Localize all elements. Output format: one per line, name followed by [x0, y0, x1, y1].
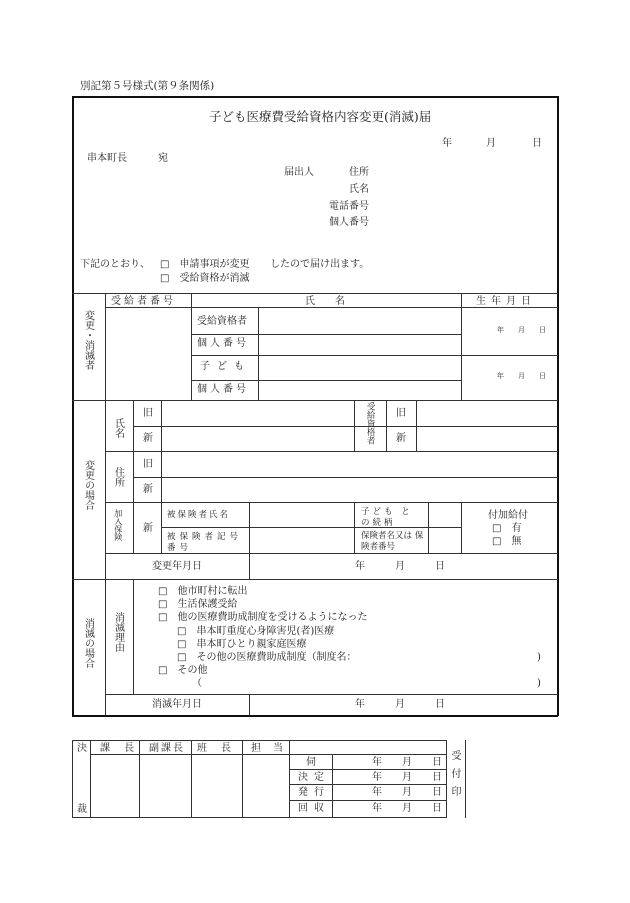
holder-dob: 年 月 日: [497, 326, 546, 334]
child-relationship-label: 子ども との続柄: [361, 507, 413, 528]
row-child-id-number: 個人番号: [197, 384, 249, 395]
statement-option-change[interactable]: □ 申請事項が変更: [160, 259, 250, 270]
decision-label-top: 決: [77, 743, 87, 754]
reason-single-parent-medical[interactable]: □ 串本町ひとり親家庭医療: [177, 639, 307, 650]
reason-other-system[interactable]: □ その他の医療費助成制度（制度名：: [177, 652, 357, 663]
lapse-reason-label: 消滅理由: [112, 612, 124, 652]
statement-suffix: したので届け出ます。: [270, 259, 370, 270]
reason-other-close: ): [537, 678, 541, 689]
received-stamp-label: 受付印: [449, 750, 460, 804]
col-date-of-birth: 生年月日: [476, 296, 536, 307]
applicant-name-label: 氏名: [349, 184, 369, 195]
insurance-new-label: 新: [143, 523, 153, 534]
reason-welfare[interactable]: □ 生活保護受給: [158, 599, 238, 610]
step-decision: 決定: [298, 772, 330, 783]
row-child: 子ども: [200, 361, 251, 372]
insured-symbol-number-label: 被保険者記号番号: [167, 532, 243, 554]
step-collect: 回収: [298, 803, 330, 814]
statement-prefix: 下記のとおり、: [80, 259, 150, 270]
additional-benefit-label: 付加給付: [488, 510, 528, 521]
addressee-honorific: 宛: [158, 153, 168, 164]
role-section-chief: 課長: [100, 743, 148, 754]
change-date-label: 変更年月日: [152, 561, 202, 572]
address-label: 住所: [112, 467, 124, 487]
name-label: 氏名: [112, 418, 124, 438]
role-deputy-chief: 副課長: [149, 743, 185, 754]
row-holder-id-number: 個人番号: [197, 338, 249, 349]
benefit-no-checkbox[interactable]: □ 無: [492, 536, 522, 547]
section-changed-person-label: 変更・消滅者: [82, 310, 94, 370]
reason-other-system-close: ): [537, 652, 541, 663]
date-year: 年: [442, 138, 452, 149]
benefit-yes-checkbox[interactable]: □ 有: [492, 523, 522, 534]
insured-person-name-label: 被保険者氏名: [167, 510, 231, 520]
holder-label: 受給資格者: [365, 402, 376, 445]
insurance-label: 加入保険: [113, 509, 123, 541]
reason-moved-out[interactable]: □ 他市町村に転出: [158, 586, 248, 597]
ymd-decision: 年 月 日: [372, 772, 442, 783]
form-title: 子ども医療費受給資格内容変更(消滅)届: [209, 109, 432, 124]
holder-old-label: 旧: [396, 408, 406, 419]
applicant-phone-label: 電話番号: [329, 201, 369, 212]
step-inquiry: 伺: [306, 757, 316, 768]
date-month: 月: [486, 138, 496, 149]
ymd-collect: 年 月 日: [372, 803, 442, 814]
reason-other[interactable]: □ その他: [158, 665, 208, 676]
name-new-label: 新: [143, 433, 153, 444]
lapse-date-ymd: 年 月 日: [355, 699, 445, 710]
name-old-label: 旧: [143, 408, 153, 419]
holder-new-label: 新: [396, 433, 406, 444]
date-day: 日: [532, 138, 542, 149]
decision-label-bottom: 裁: [77, 804, 87, 815]
section-change-label: 変更の場合: [82, 460, 94, 510]
section-lapse-label: 消滅の場合: [82, 618, 94, 668]
addressee-town: 串本町長: [87, 153, 127, 164]
col-recipient-number: 受給者番号: [111, 296, 176, 307]
step-issue: 発行: [298, 787, 330, 798]
address-new-label: 新: [143, 484, 153, 495]
role-staff: 担当: [251, 743, 295, 754]
change-date-ymd: 年 月 日: [355, 561, 445, 572]
applicant-label: 届出人: [284, 167, 314, 178]
insurer-name-number-label: 保険者名又は 保険者番号: [361, 531, 424, 552]
ymd-issue: 年 月 日: [372, 787, 442, 798]
reason-disability-medical[interactable]: □ 串本町重度心身障害児(者)医療: [177, 626, 335, 637]
col-name: 氏 名: [305, 296, 345, 307]
reason-other-open: （: [192, 678, 202, 689]
address-old-label: 旧: [143, 459, 153, 470]
child-dob: 年 月 日: [497, 372, 546, 380]
applicant-address-label: 住所: [349, 167, 369, 178]
applicant-id-label: 個人番号: [329, 217, 369, 228]
lapse-date-label: 消滅年月日: [152, 699, 202, 710]
reason-other-subsidy[interactable]: □ 他の医療費助成制度を受けるようになった: [158, 612, 368, 623]
role-team-leader: 班長: [197, 743, 245, 754]
statement-option-lapse[interactable]: □ 受給資格が消滅: [160, 273, 250, 284]
form-reference: 別記第５号様式(第９条関係): [80, 80, 215, 92]
row-recipient-holder: 受給資格者: [197, 316, 247, 327]
ymd-inquiry: 年 月 日: [372, 757, 442, 768]
